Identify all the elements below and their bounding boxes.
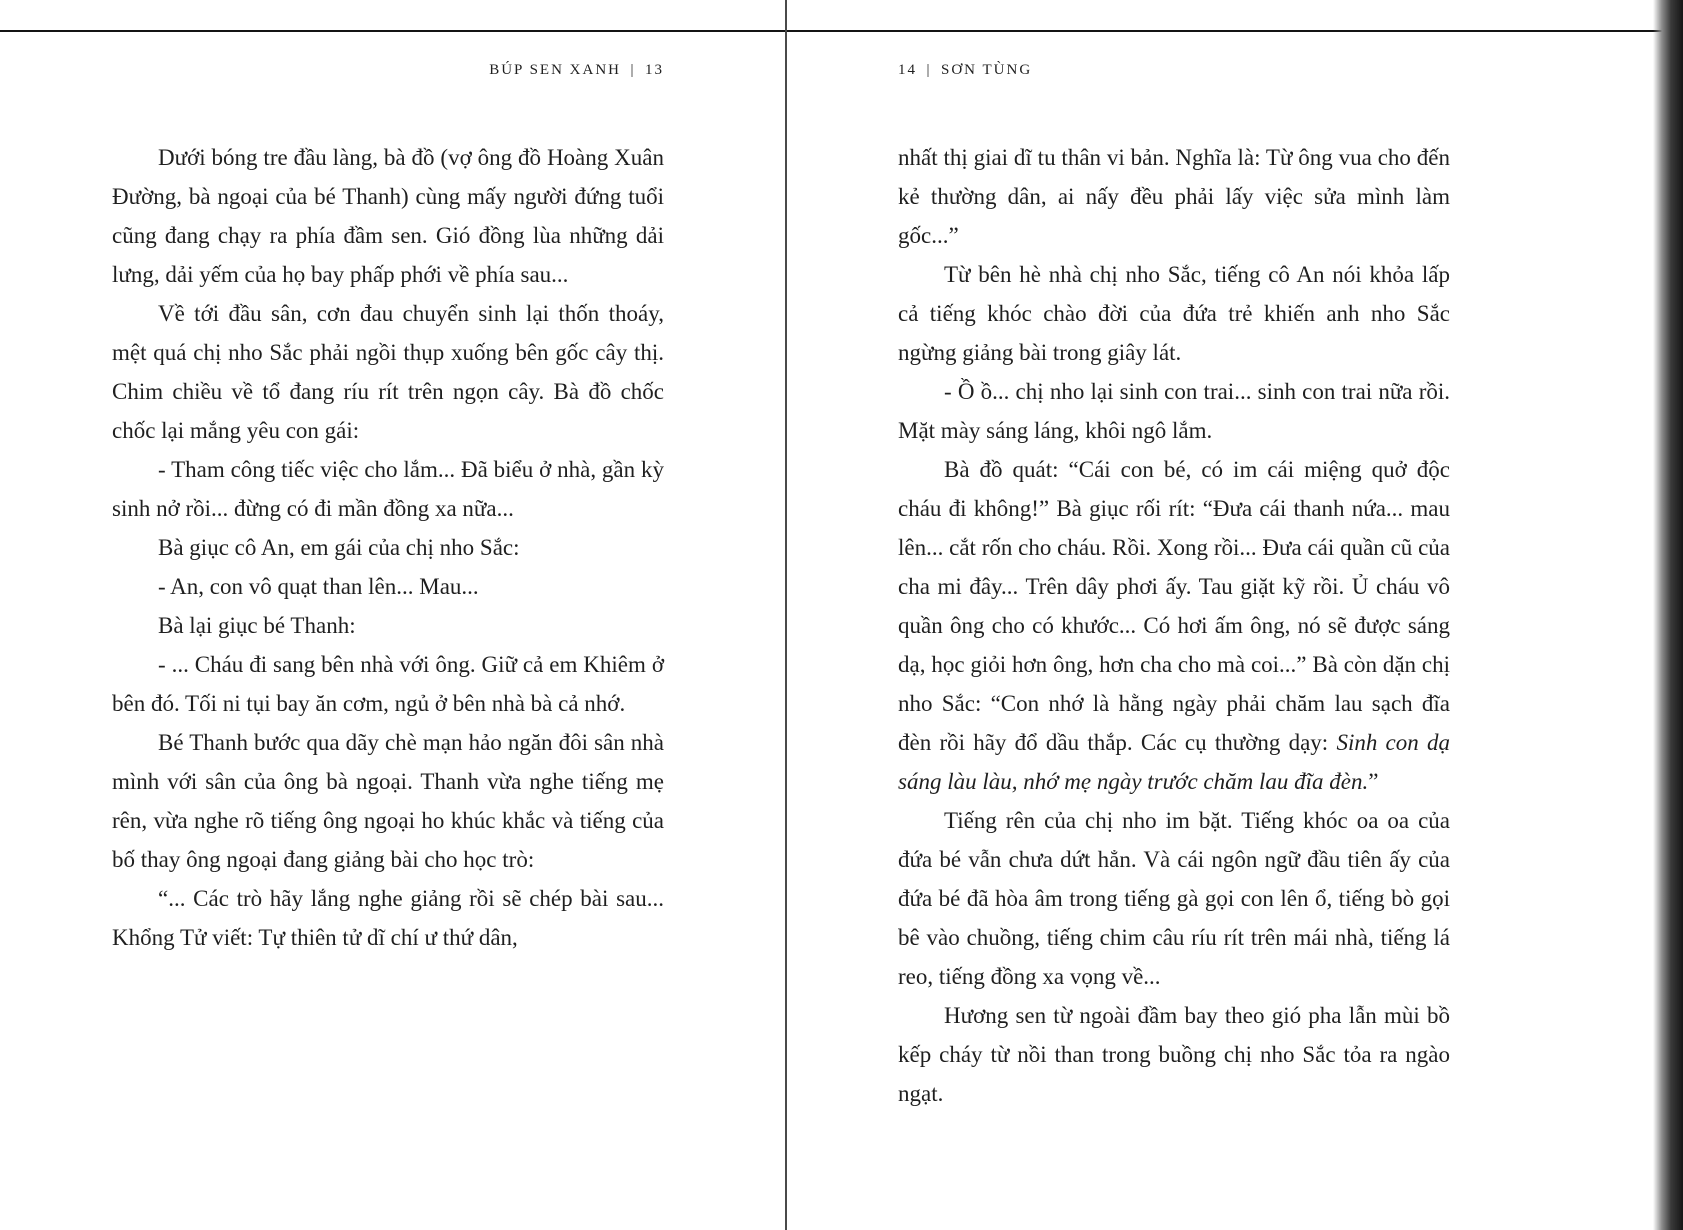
paragraph [898, 372, 1450, 450]
paragraph [898, 138, 1450, 255]
left-page-body [112, 138, 664, 957]
text-segment: Bé Thanh bước qua dãy chè mạn hảo ngăn đôi sân nhà mình với sân của ông bà ngoại. Thanh vừa nghe tiếng mẹ rên, vừa nghe rõ tiếng ông ngoại ho khúc khắc và tiếng của bố thay ông ngoại đang giảng bài cho học trò: [112, 730, 664, 872]
paragraph [112, 567, 664, 606]
text-segment: Dưới bóng tre đầu làng, bà đồ (vợ ông đồ Hoàng Xuân Đường, bà ngoại của bé Thanh) cùng mấy người đứng tuổi cũng đang chạy ra phía đầm sen. Gió đồng lùa những dải lưng, dải yếm của họ bay phấp phới về phía sau... [112, 145, 664, 287]
page-right [898, 0, 1450, 1230]
text-segment: Bà giục cô An, em gái của chị nho Sắc: [158, 535, 520, 560]
text-segment: - Tham công tiếc việc cho lắm... Đã biểu ở nhà, gần kỳ sinh nở rồi... đừng có đi mần đồng xa nữa... [112, 457, 664, 521]
text-segment: ” [1368, 769, 1379, 794]
paragraph [898, 450, 1450, 801]
paragraph [112, 450, 664, 528]
paragraph [112, 528, 664, 567]
text-segment: Từ bên hè nhà chị nho Sắc, tiếng cô An nói khỏa lấp cả tiếng khóc chào đời của đứa trẻ khiến anh nho Sắc ngừng giảng bài trong giây lát. [898, 262, 1450, 365]
paragraph [112, 645, 664, 723]
text-segment: Về tới đầu sân, cơn đau chuyển sinh lại thốn thoáy, mệt quá chị nho Sắc phải ngồi thụp xuống bên gốc cây thị. Chim chiều về tổ đang ríu rít trên ngọn cây. Bà đồ chốc chốc lại mắng yêu con gái: [112, 301, 664, 443]
paragraph [112, 294, 664, 450]
paragraph [112, 879, 664, 957]
text-segment: Bà lại giục bé Thanh: [158, 613, 356, 638]
text-segment: - An, con vô quạt than lên... Mau... [158, 574, 479, 599]
page-left [112, 0, 664, 1230]
right-page-body [898, 138, 1450, 1113]
text-segment: Hương sen từ ngoài đầm bay theo gió pha lẫn mùi bồ kếp cháy từ nồi than trong buồng chị nho Sắc tỏa ra ngào ngạt. [898, 1003, 1450, 1106]
text-segment: Bà đồ quát: “Cái con bé, có im cái miệng quở độc cháu đi không!” Bà giục rối rít: “Đưa cái thanh nứa... mau lên... cắt rốn cho cháu. Rồi. Xong rồi... Đưa cái quần cũ của cha mi đây... Trên dây phơi ấy. Tau giặt kỹ rồi. Ủ cháu vô quần ông cho có khước... Có hơi ấm ông, nó sẽ được sáng dạ, học giỏi hơn ông, hơn cha cho mà coi...” Bà còn dặn chị nho Sắc: “Con nhớ là hằng ngày phải chăm lau sạch đĩa đèn rồi hãy đổ dầu thắp. Các cụ thường dạy: [898, 457, 1450, 755]
text-segment: nhất thị giai dĩ tu thân vi bản. Nghĩa là: Từ ông vua cho đến kẻ thường dân, ai nấy đều phải lấy việc sửa mình làm gốc...” [898, 145, 1450, 248]
page-divider-line [785, 0, 787, 1230]
text-segment: - ... Cháu đi sang bên nhà với ông. Giữ cả em Khiêm ở bên đó. Tối ni tụi bay ăn cơm, ngủ ở bên nhà bà cả nhớ. [112, 652, 664, 716]
paragraph [898, 255, 1450, 372]
text-segment: - Ồ ồ... chị nho lại sinh con trai... sinh con trai nữa rồi. Mặt mày sáng láng, khôi ngô lắm. [898, 379, 1450, 443]
text-segment: “... Các trò hãy lắng nghe giảng rồi sẽ chép bài sau... Khổng Tử viết: Tự thiên tử dĩ chí ư thứ dân, [112, 886, 664, 950]
paragraph [898, 801, 1450, 996]
paragraph [112, 138, 664, 294]
paragraph [112, 606, 664, 645]
text-segment: Tiếng rên của chị nho im bặt. Tiếng khóc oa oa của đứa bé vẫn chưa dứt hẳn. Và cái ngôn ngữ đầu tiên ấy của đứa bé đã hòa âm trong tiếng gà gọi con lên ổ, tiếng bò gọi bê vào chuồng, tiếng chim câu ríu rít trên mái nhà, tiếng lá reo, tiếng đồng xa vọng về... [898, 808, 1450, 989]
paragraph [898, 996, 1450, 1113]
italic-text-segment: Sinh con dạ sáng làu làu, nhớ mẹ ngày trước chăm lau đĩa đèn. [898, 730, 1450, 794]
left-page-header: BÚP SEN XANH | 13 [489, 62, 664, 78]
paragraph [112, 723, 664, 879]
book-edge-shadow [1653, 0, 1683, 1230]
right-page-header: 14 | SƠN TÙNG [898, 62, 1033, 78]
